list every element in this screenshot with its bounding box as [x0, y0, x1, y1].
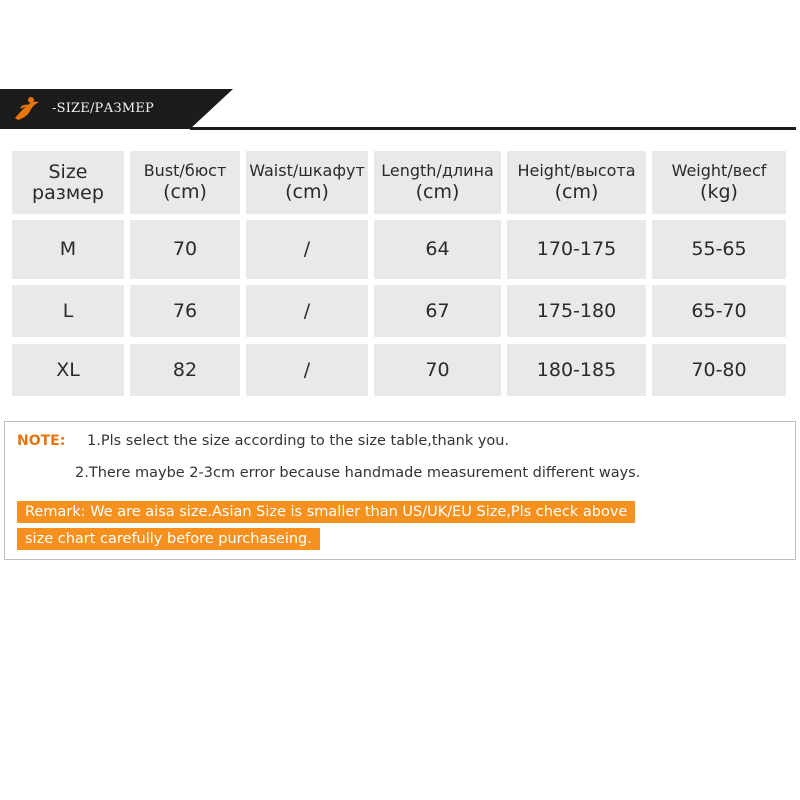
header-label: Waist/шкафут — [249, 161, 365, 181]
header-label: Length/длина — [381, 161, 494, 181]
table-cell-length: 67 — [374, 285, 501, 337]
header-title: -SIZE/РАЗМЕР — [52, 101, 154, 116]
header-unit: (cm) — [415, 180, 460, 203]
table-cell-length: 70 — [374, 344, 501, 396]
header-cell-size — [12, 151, 124, 214]
header-cell-bust — [130, 151, 240, 214]
table-cell-weight: 70-80 — [652, 344, 786, 396]
header-underline — [190, 127, 796, 130]
header-unit: (cm) — [285, 180, 329, 203]
table-cell-waist: / — [246, 285, 368, 337]
header-cell-height — [507, 151, 646, 214]
table-cell-bust: 70 — [130, 220, 240, 279]
brand-logo-icon — [12, 94, 42, 124]
section-header — [0, 89, 800, 133]
header-cell-length — [374, 151, 501, 214]
header-label: Weight/весf — [671, 161, 767, 181]
table-cell-height: 170-175 — [507, 220, 646, 279]
table-cell-bust: 82 — [130, 344, 240, 396]
table-cell-size: XL — [12, 344, 124, 396]
table-cell-bust: 76 — [130, 285, 240, 337]
header-cell-waist — [246, 151, 368, 214]
header-cell-weight — [652, 151, 786, 214]
remark-line-2: size chart carefully before purchaseing. — [17, 528, 320, 550]
table-cell-waist: / — [246, 344, 368, 396]
table-cell-size: M — [12, 220, 124, 279]
note-label: NOTE: — [17, 433, 66, 449]
header-label: Bust/бюст — [143, 161, 227, 181]
table-cell-waist: / — [246, 220, 368, 279]
note-line-1: 1.Pls select the size according to the size table,thank you. — [87, 433, 510, 449]
table-cell-height: 180-185 — [507, 344, 646, 396]
header-unit: (cm) — [163, 180, 207, 203]
header-unit: (kg) — [700, 180, 738, 203]
header-label: Height/высота — [517, 161, 636, 181]
table-cell-weight: 55-65 — [652, 220, 786, 279]
table-cell-size: L — [12, 285, 124, 337]
remark-line-1: Remark: We are aisa size.Asian Size is smaller than US/UK/EU Size,Pls check above — [17, 501, 635, 523]
table-cell-height: 175-180 — [507, 285, 646, 337]
note-line-2: 2.There maybe 2-3cm error because handmade measurement different ways. — [75, 465, 641, 481]
header-unit: размер — [32, 181, 104, 204]
header-label: Size — [48, 160, 88, 183]
table-cell-weight: 65-70 — [652, 285, 786, 337]
header-unit: (cm) — [554, 180, 599, 203]
note-box — [4, 421, 796, 560]
table-cell-length: 64 — [374, 220, 501, 279]
